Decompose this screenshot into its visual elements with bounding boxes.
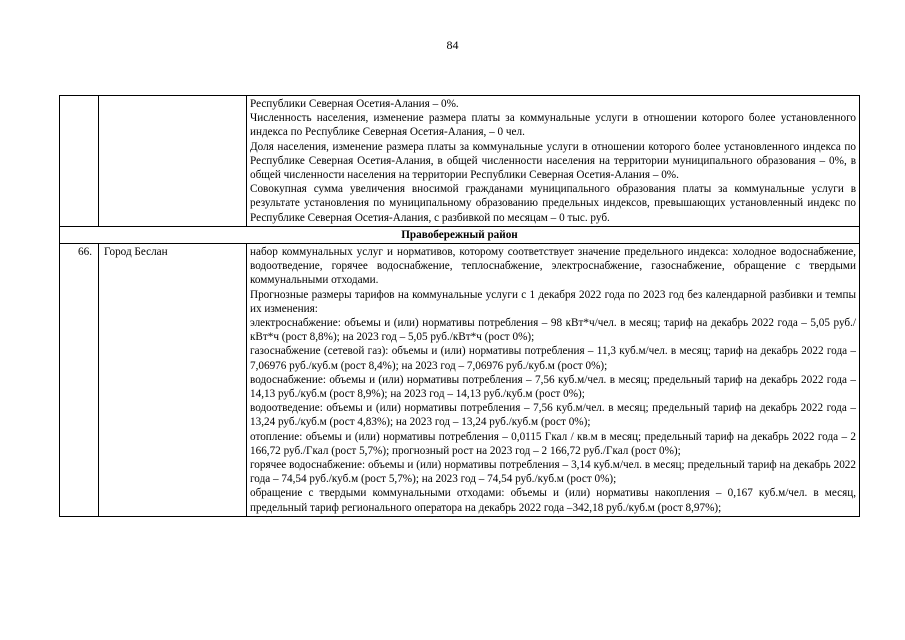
paragraph: Республики Северная Осетия-Алания – 0%. xyxy=(250,98,459,110)
paragraph: Доля населения, изменение размера платы за коммунальные услуги в отношении которого более установленного индекса по Республике Северная Осетия-Алания, в общей численности населения на территории муниципального образования – 0%, в общей численности населения на территории Республики Северная Осетия-Алания – 0%. xyxy=(250,140,856,182)
paragraph: отопление: объемы и (или) нормативы потребления – 0,0115 Гкал / кв.м в месяц; предельный тариф на декабрь 2022 года – 2 166,72 руб./Гкал (рост 5,7%); прогнозный рост на 2023 год – 2 166,72 руб./Гкал (рост 0%); xyxy=(250,430,856,457)
paragraph: Совокупная сумма увеличения вносимой гражданами муниципального образования платы за коммунальные услуги в результате установления по муниципальному образованию предельных индексов, превышающих установленный индекс по Республике Северная Осетия-Алания, с разбивкой по месяцам – 0 тыс. руб. xyxy=(250,183,856,224)
paragraph: Численность населения, изменение размера платы за коммунальные услуги в отношении которого более установленного индекса по Республике Северная Осетия-Алания, – 0 чел. xyxy=(250,112,856,139)
paragraph: газоснабжение (сетевой газ): объемы и (или) нормативы потребления – 11,3 куб.м/чел. в месяц; тариф на декабрь 2022 года – 7,06976 руб./куб.м (рост 8,4%); на 2023 год – 7,06976 руб./куб.м (рост 0%); xyxy=(250,345,856,372)
region-header: Правобережный район xyxy=(60,226,860,243)
cell-description xyxy=(247,96,860,227)
paragraph: набор коммунальных услуг и нормативов, которому соответствует значение предельного индекса: холодное водоснабжение, водоотведение, горячее водоснабжение, теплоснабжение, электроснабжение, газоснабжение, обращение с твердыми коммунальными отходами. xyxy=(250,246,856,287)
paragraph: электроснабжение: объемы и (или) нормативы потребления – 98 кВт*ч/чел. в месяц; тариф на декабрь 2022 года – 5,05 руб./кВт*ч (рост 8,8%); на 2023 год – 5,05 руб./кВт*ч (рост 0%); xyxy=(250,317,856,344)
city-name: Город Беслан xyxy=(99,244,247,517)
cell-number-empty xyxy=(60,96,99,227)
cell-description xyxy=(247,244,860,517)
page-number: 84 xyxy=(446,38,459,52)
region-header-row xyxy=(60,226,860,243)
paragraph: Прогнозные размеры тарифов на коммунальные услуги с 1 декабря 2022 года по 2023 год без календарной разбивки и темпы их изменения: xyxy=(250,288,856,315)
table-row-continuation xyxy=(60,96,860,227)
table-row-66 xyxy=(60,244,860,517)
cell-city-empty xyxy=(99,96,247,227)
paragraph: водоотведение: объемы и (или) нормативы потребления – 7,56 куб.м/чел. в месяц; предельный тариф на декабрь 2022 года – 13,24 руб./куб.м (рост 4,83%); на 2023 год – 13,24 руб./куб.м (рост 0%); xyxy=(250,402,856,429)
paragraph: обращение с твердыми коммунальными отходами: объемы и (или) нормативы накопления – 0,167 куб.м/чел. в месяц, предельный тариф регионального оператора на декабрь 2022 года –342,18 руб./куб.м (рост 8,97%); xyxy=(250,487,856,514)
tariff-table xyxy=(59,95,860,517)
paragraph: горячее водоснабжение: объемы и (или) нормативы потребления – 3,14 куб.м/чел. в месяц; предельный тариф на декабрь 2022 года – 74,54 руб./куб.м (рост 5,7%); на 2023 год – 74,54 руб./куб.м (рост 0%); xyxy=(250,459,856,486)
row-number: 66. xyxy=(60,244,99,517)
paragraph: водоснабжение: объемы и (или) нормативы потребления – 7,56 куб.м/чел. в месяц; предельный тариф на декабрь 2022 года – 14,13 руб./куб.м (рост 8,9%); на 2023 год – 14,13 руб./куб.м (рост 0%); xyxy=(250,373,856,401)
